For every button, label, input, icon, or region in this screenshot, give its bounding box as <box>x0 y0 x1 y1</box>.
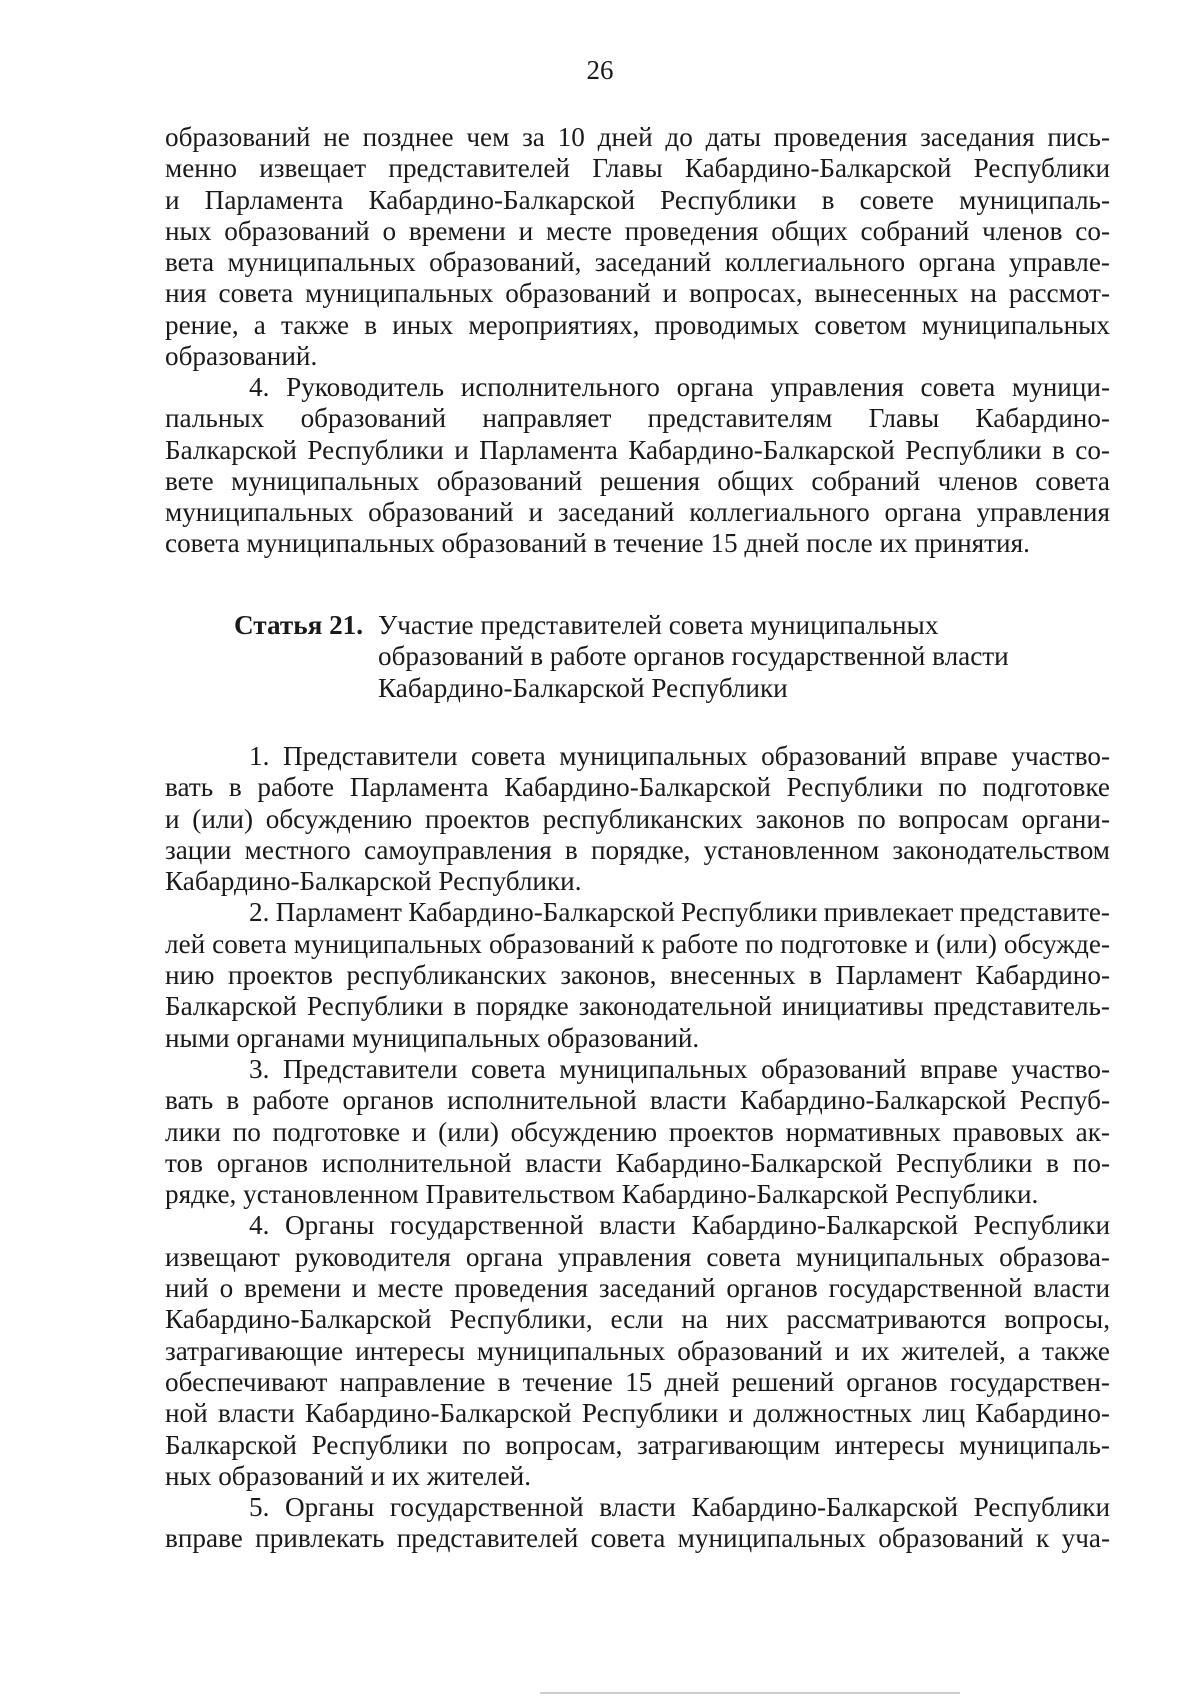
paragraph-item-4 <box>165 372 1110 560</box>
text-line: ными органами муниципальных образований. <box>165 1022 700 1053</box>
text-line: образований не позднее чем за 10 дней до даты проведения заседания пись- <box>165 122 1110 152</box>
text-line: лики по подготовке и (или) обсуждению проектов нормативных правовых ак- <box>165 1116 1110 1147</box>
text-line: рядке, установленном Правительством Кабардино-Балкарской Республики. <box>165 1179 1039 1210</box>
text-line: 4. Руководитель исполнительного органа управления совета муници- <box>249 372 1110 402</box>
text-line: 5. Органы государственной власти Кабардино-Балкарской Республики <box>249 1492 1110 1523</box>
text-line: 1. Представители совета муниципальных образований вправе участво- <box>249 741 1110 771</box>
text-line: ний о времени и месте проведения заседаний органов государственной власти <box>165 1273 1110 1304</box>
text-line: 2. Парламент Кабардино-Балкарской Республики привлекает представите- <box>249 897 1110 928</box>
paragraph-continuation <box>165 122 1110 372</box>
text-line: и Парламента Кабардино-Балкарской Республики в совете муниципаль- <box>165 184 1110 215</box>
article-title-line: Кабардино-Балкарской Республики <box>378 672 788 703</box>
text-line: Балкарской Республики по вопросам, затрагивающим интересы муниципаль- <box>165 1429 1110 1460</box>
article-title-line: Участие представителей совета муниципальных <box>378 610 939 640</box>
text-line: тов органов исполнительной власти Кабардино-Балкарской Республики в по- <box>165 1147 1110 1178</box>
text-line: рение, а также в иных мероприятиях, проводимых советом муниципальных <box>165 309 1110 340</box>
text-line: ния совета муниципальных образований и вопросах, вынесенных на рассмот- <box>165 278 1110 309</box>
text-line: 4. Органы государственной власти Кабардино-Балкарской Республики <box>249 1210 1110 1241</box>
text-line: обеспечивают направление в течение 15 дней решений органов государствен- <box>165 1366 1110 1397</box>
text-line: менно извещает представителей Главы Кабардино-Балкарской Республики <box>165 153 1110 184</box>
text-line: совета муниципальных образований в течение 15 дней после их принятия. <box>165 528 1030 559</box>
text-line: Кабардино-Балкарской Республики, если на них рассматриваются вопросы, <box>165 1304 1110 1335</box>
text-line: ных образований и их жителей. <box>165 1460 532 1491</box>
text-line: образований. <box>165 341 318 372</box>
text-line: вете муниципальных образований решения общих собраний членов совета <box>165 465 1110 496</box>
text-line: 3. Представители совета муниципальных образований вправе участво- <box>249 1053 1110 1084</box>
text-line: зации местного самоуправления в порядке, установленном законодательством <box>165 834 1110 865</box>
text-line: затрагивающие интересы муниципальных образований и их жителей, а также <box>165 1335 1110 1366</box>
text-line: извещают руководителя органа управления совета муниципальных образова- <box>165 1241 1110 1272</box>
article-label: Статья 21. <box>234 610 364 640</box>
article-title-line: образований в работе органов государственной власти <box>378 641 1009 672</box>
scan-artifact-line <box>540 1692 960 1694</box>
text-line: Кабардино-Балкарской Республики. <box>165 866 582 897</box>
text-line: вета муниципальных образований, заседаний коллегиального органа управле- <box>165 247 1110 278</box>
text-line: ных образований о времени и месте проведения общих собраний членов со- <box>165 215 1110 246</box>
text-line: вправе привлекать представителей совета муниципальных образований к уча- <box>165 1523 1110 1554</box>
text-line: Балкарской Республики и Парламента Кабардино-Балкарской Республики в со- <box>165 434 1110 465</box>
text-line: и (или) обсуждению проектов республиканских законов по вопросам органи- <box>165 803 1110 834</box>
page-number: 26 <box>586 55 614 85</box>
text-line: вать в работе органов исполнительной власти Кабардино-Балкарской Респуб- <box>165 1085 1110 1116</box>
article-title <box>378 610 1009 704</box>
article-heading <box>234 610 1009 704</box>
text-line: пальных образований направляет представителям Главы Кабардино- <box>165 403 1110 434</box>
text-line: лей совета муниципальных образований к работе по подготовке и (или) обсужде- <box>165 928 1110 959</box>
text-line: нию проектов республиканских законов, внесенных в Парламент Кабардино- <box>165 960 1110 991</box>
text-line: ной власти Кабардино-Балкарской Республики и должностных лиц Кабардино- <box>165 1398 1110 1429</box>
article-body <box>165 741 1110 1555</box>
text-line: муниципальных образований и заседаний коллегиального органа управления <box>165 497 1110 528</box>
text-line: вать в работе Парламента Кабардино-Балкарской Республики по подготовке <box>165 772 1110 803</box>
text-line: Балкарской Республики в порядке законодательной инициативы представитель- <box>165 991 1110 1022</box>
